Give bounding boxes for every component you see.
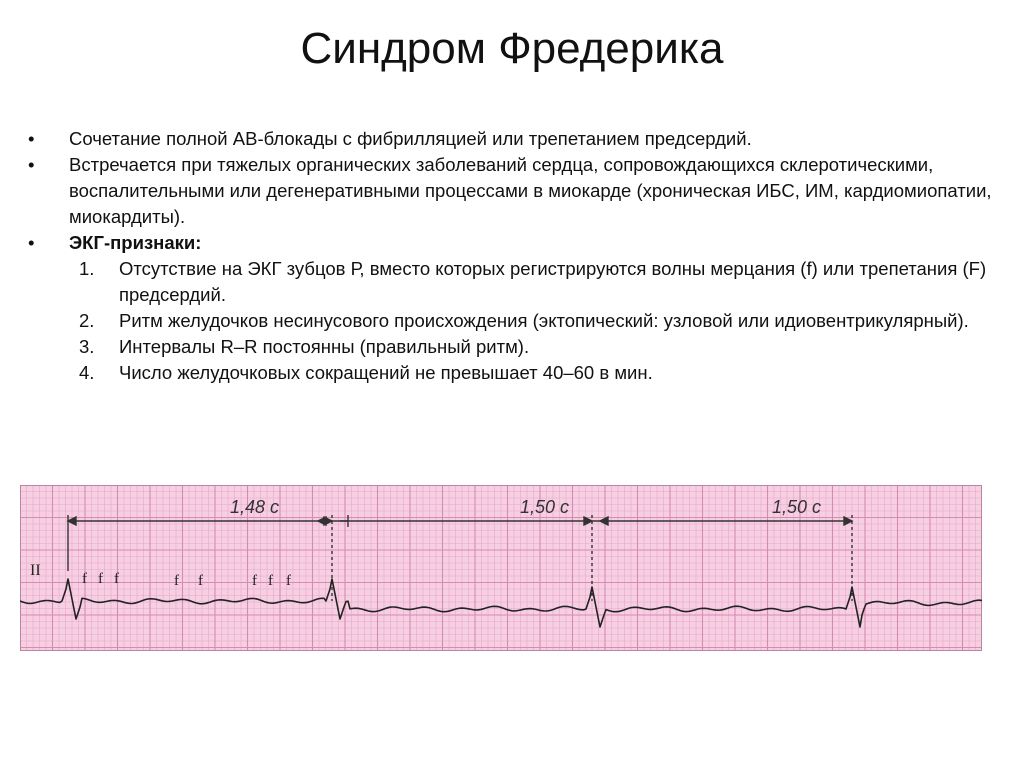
bullet-item (28, 230, 998, 256)
wave-mark-f: f (198, 573, 203, 589)
bullet-dot: • (28, 128, 35, 149)
list-item (28, 334, 998, 360)
wave-mark-f: f (268, 573, 273, 589)
list-number: 4. (79, 362, 95, 383)
slide-title: Синдром Фредерика (300, 24, 724, 73)
interval-label: 1,50 с (520, 497, 570, 517)
bullet-item (28, 152, 998, 230)
list-number: 3. (79, 336, 95, 357)
ecg-signs-list (28, 256, 998, 386)
interval-label: 1,48 с (230, 497, 280, 517)
lead-label: II (30, 562, 41, 579)
bullet-item (28, 126, 998, 152)
slide-content (28, 126, 998, 386)
ecg-strip (20, 485, 982, 651)
wave-mark-f: f (98, 571, 103, 587)
bullet-text: Встречается при тяжелых органических заболеваний сердца, сопровождающихся склеротическими, воспалительными или дегенеративными процессами в миокарде (хроническая ИБС, ИМ, кардиомиопатии, миокардиты). (69, 154, 992, 227)
wave-mark-f: f (174, 573, 179, 589)
wave-mark-f: f (252, 573, 257, 589)
wave-mark-f: f (82, 571, 87, 587)
bullet-text: Сочетание полной АВ-блокады с фибрилляцией или трепетанием предсердий. (69, 128, 752, 149)
wave-mark-f: f (286, 573, 291, 589)
interval-label: 1,50 с (772, 497, 822, 517)
list-number: 2. (79, 310, 95, 331)
list-text: Ритм желудочков несинусового происхождения (эктопический: узловой или идиовентрикулярный). (119, 310, 969, 331)
bullet-dot: • (28, 232, 35, 253)
bullet-dot: • (28, 154, 35, 175)
list-number: 1. (79, 258, 95, 279)
list-item (28, 256, 998, 308)
wave-mark-f: f (114, 571, 119, 587)
list-text: Число желудочковых сокращений не превышает 40–60 в мин. (119, 362, 653, 383)
list-item (28, 308, 998, 334)
ecg-signs-heading: ЭКГ-признаки: (69, 232, 202, 253)
list-text: Интервалы R–R постоянны (правильный ритм). (119, 336, 530, 357)
list-text: Отсутствие на ЭКГ зубцов Р, вместо которых регистрируются волны мерцания (f) или трепетания (F) предсердий. (119, 258, 987, 305)
list-item (28, 360, 998, 386)
